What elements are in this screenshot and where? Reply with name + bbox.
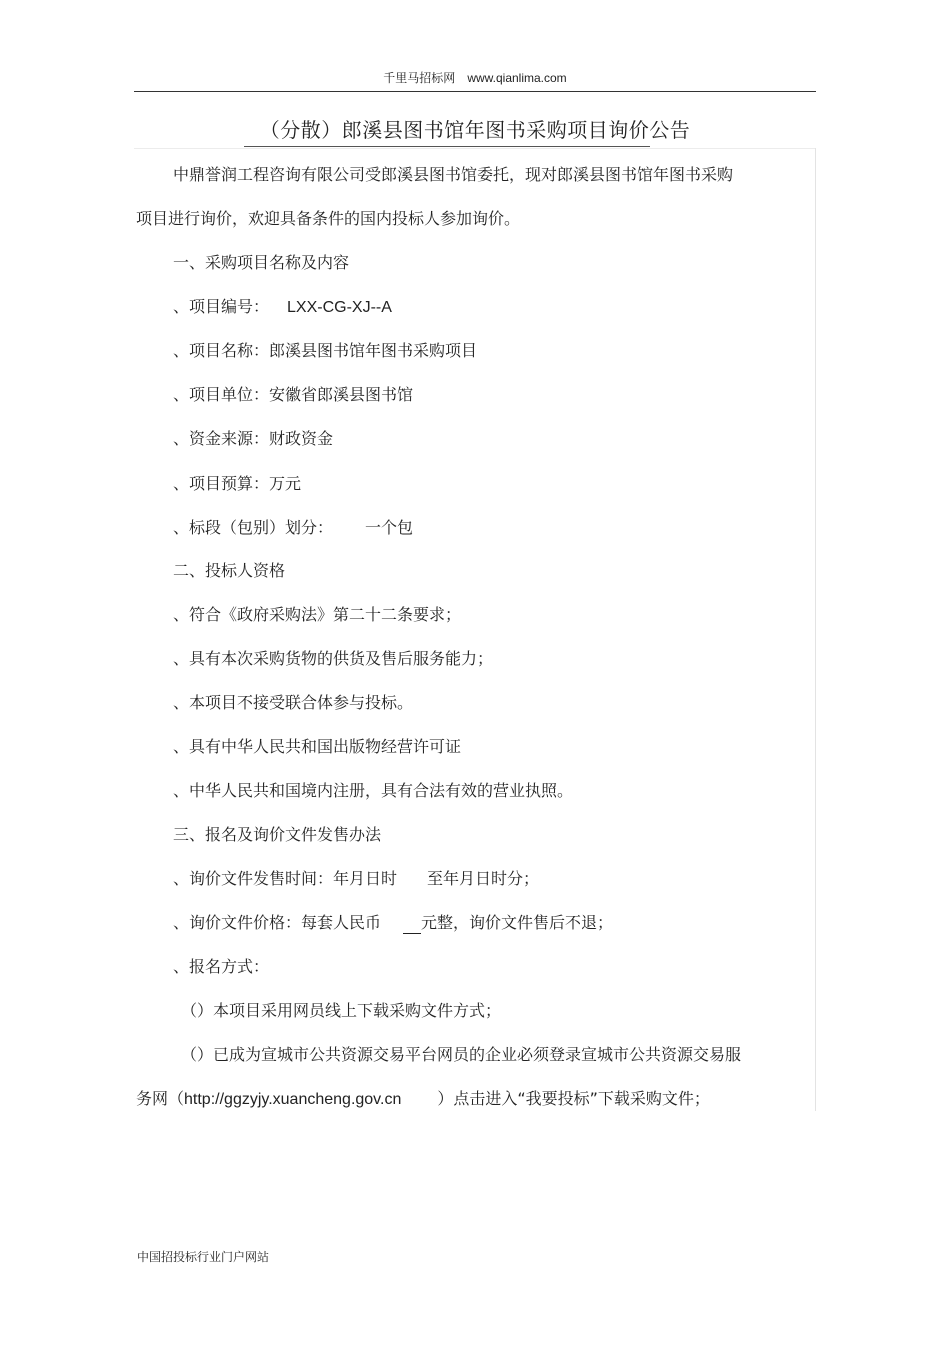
page-footer: 中国招投标行业门户网站 (137, 1250, 270, 1264)
qualification-item: 、具有中华人民共和国出版物经营许可证 (173, 737, 462, 756)
lot-division-value: 一个包 (365, 518, 414, 537)
qualification-item: 、具有本次采购货物的供货及售后服务能力； (173, 649, 494, 668)
page-header (0, 69, 950, 86)
project-number-value: LXX-CG-XJ--A (287, 299, 392, 316)
page-title: （分散）郎溪县图书馆年图书采购项目询价公告 (259, 118, 691, 142)
sale-time-end: 至年月日时分； (427, 869, 540, 888)
qualification-item: 、符合《政府采购法》第二十二条要求； (173, 605, 462, 624)
content-frame-right (815, 148, 816, 1111)
document-price-suffix: 元整，询价文件售后不退； (421, 913, 614, 932)
sale-time-start: 、询价文件发售时间：年月日时 (173, 869, 398, 888)
intro-line-2: 项目进行询价，欢迎具备条件的国内投标人参加询价。 (136, 209, 521, 228)
price-blank (403, 913, 421, 934)
content-frame-top (134, 148, 816, 149)
method-2-row-1: （）已成为宣城市公共资源交易平台网员的企业必须登录宣城市公共资源交易服 (181, 1045, 742, 1064)
header-site-name: 千里马招标网 (383, 71, 456, 85)
method-2-suffix: ）点击进入“我要投标”下载采购文件； (437, 1089, 710, 1108)
project-unit-row: 、项目单位：安徽省郎溪县图书馆 (173, 385, 414, 404)
method-2-row-2 (136, 1089, 710, 1110)
header-site-url[interactable]: www.qianlima.com (467, 71, 567, 85)
registration-method-row: 、报名方式： (173, 957, 270, 976)
method-2-prefix: 务网（ (136, 1089, 185, 1108)
qualification-item: 、中华人民共和国境内注册，具有合法有效的营业执照。 (173, 781, 574, 800)
project-number-row (173, 297, 392, 318)
document-price-row (173, 913, 613, 934)
section-1-heading: 一、采购项目名称及内容 (173, 253, 350, 272)
section-3-heading: 三、报名及询价文件发售办法 (173, 825, 382, 844)
intro-line-1: 中鼎誉润工程咨询有限公司受郎溪县图书馆委托，现对郎溪县图书馆年图书采购 (173, 165, 734, 184)
title-underline (244, 146, 650, 147)
document-price-label: 、询价文件价格：每套人民币 (173, 913, 382, 932)
lot-division-label: 、标段（包别）划分： (173, 518, 334, 537)
project-name-row: 、项目名称：郎溪县图书馆年图书采购项目 (173, 341, 478, 360)
budget-row: 、项目预算：万元 (173, 474, 302, 493)
header-divider (134, 91, 816, 92)
section-2-heading: 二、投标人资格 (173, 561, 286, 580)
qualification-item: 、本项目不接受联合体参与投标。 (173, 693, 414, 712)
project-number-label: 、项目编号： (173, 297, 270, 316)
lot-division-row (173, 518, 413, 538)
sale-time-row (173, 869, 539, 889)
method-1-row: （）本项目采用网员线上下载采购文件方式； (181, 1001, 502, 1020)
fund-source-row: 、资金来源：财政资金 (173, 429, 334, 448)
trading-service-url[interactable]: http://ggzyjy.xuancheng.gov.cn (184, 1091, 402, 1108)
